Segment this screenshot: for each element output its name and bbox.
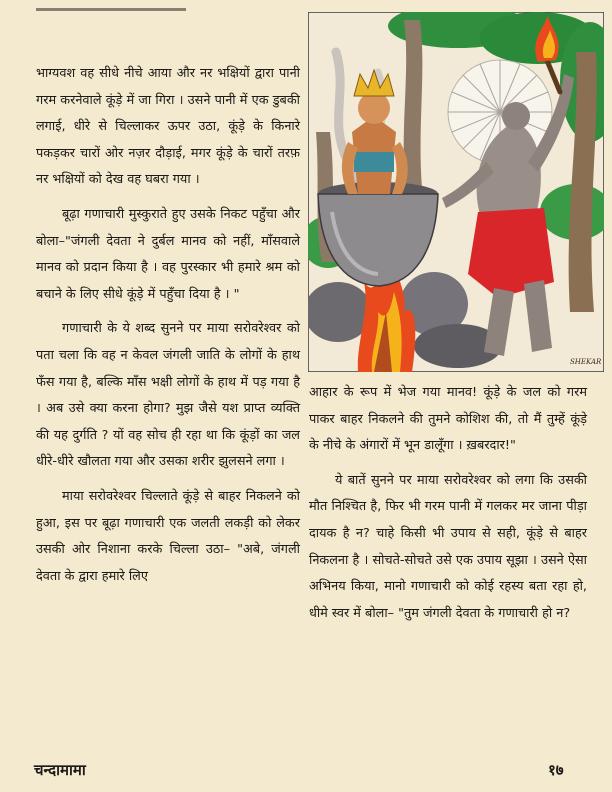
paragraph: भाग्यवश वह सीधे नीचे आया और नर भक्षियों द्वारा पानी गरम करनेवाले कूंड़े में जा गिरा । उसने पानी में एक डुबकी लगाई, धीरे से चिल्लाकर ऊपर उठा, कूंड़े के किनारे पकड़कर चारों ओर नज़र दौड़ाई, मगर कूंड़े के चारों तरफ़ नर भक्षियों को देख वह घबरा गया । [36, 66, 300, 188]
page-number: १७ [548, 761, 564, 779]
top-rule [36, 8, 186, 11]
artist-signature: SHEKAR [570, 358, 602, 366]
right-text-column [309, 380, 587, 635]
story-illustration [308, 12, 604, 372]
paragraph: आहार के रूप में भेज गया मानव! कूंड़े के जल को गरम पाकर बाहर निकलने की तुमने कोशिश की, तो मैं तुम्हें कूंड़े के नीचे के अंगारों में भून डालूँगा । ख़बरदार!" [309, 385, 587, 454]
paragraph: माया सरोवरेश्वर चिल्लाते कूंड़े से बाहर निकलने को हुआ, इस पर बूढ़ा गणाचारी एक जलती लकड़ी को लेकर उसकी ओर निशाना करके चिल्ला उठा– "अबे, जंगली देवता के द्वारा हमारे लिए [36, 488, 300, 584]
paragraph: बूढ़ा गणाचारी मुस्कुराते हुए उसके निकट पहुँचा और बोला–"जंगली देवता ने दुर्बल मानव को नहीं, माँसवाले मानव को प्रदान किया है । वह पुरस्कार भी हमारे श्रम को बचाने के लिए सीधे कूंड़े में पहुँचा दिया है । " [36, 206, 300, 302]
paragraph: गणाचारी के ये शब्द सुनने पर माया सरोवरेश्वर को पता चला कि वह न केवल जंगली जाति के लोगों के हाथ फँस गया है, बल्कि माँस भक्षी लोगों के हाथ में पड़ गया है । अब उसे क्या करना होगा? मुझ जैसे यश प्राप्त व्यक्ति की यह दुर्गति ? यों वह सोच ही रहा था कि कूंड़ों का जल धीरे-धीरे खौलता गया और उसका शरीर झुलसने लगा । [36, 321, 300, 470]
paragraph: ये बातें सुनने पर माया सरोवरेश्वर को लगा कि उसकी मौत निश्चित है, फिर भी गरम पानी में गलकर मर जाना पीड़ा दायक है न? चाहे किसी भी उपाय से सही, कूंड़े से बाहर निकलना है । सोचते-सोचते उसे एक उपाय सूझा । उसने ऐसा अभिनय किया, मानो गणाचारी को कोई रहस्य बता रहा हो, धीमे स्वर में बोला– "तुम जंगली देवता के गणाचारी हो न? [309, 472, 587, 621]
magazine-title: चन्दामामा [34, 761, 86, 779]
left-text-column [36, 61, 300, 598]
